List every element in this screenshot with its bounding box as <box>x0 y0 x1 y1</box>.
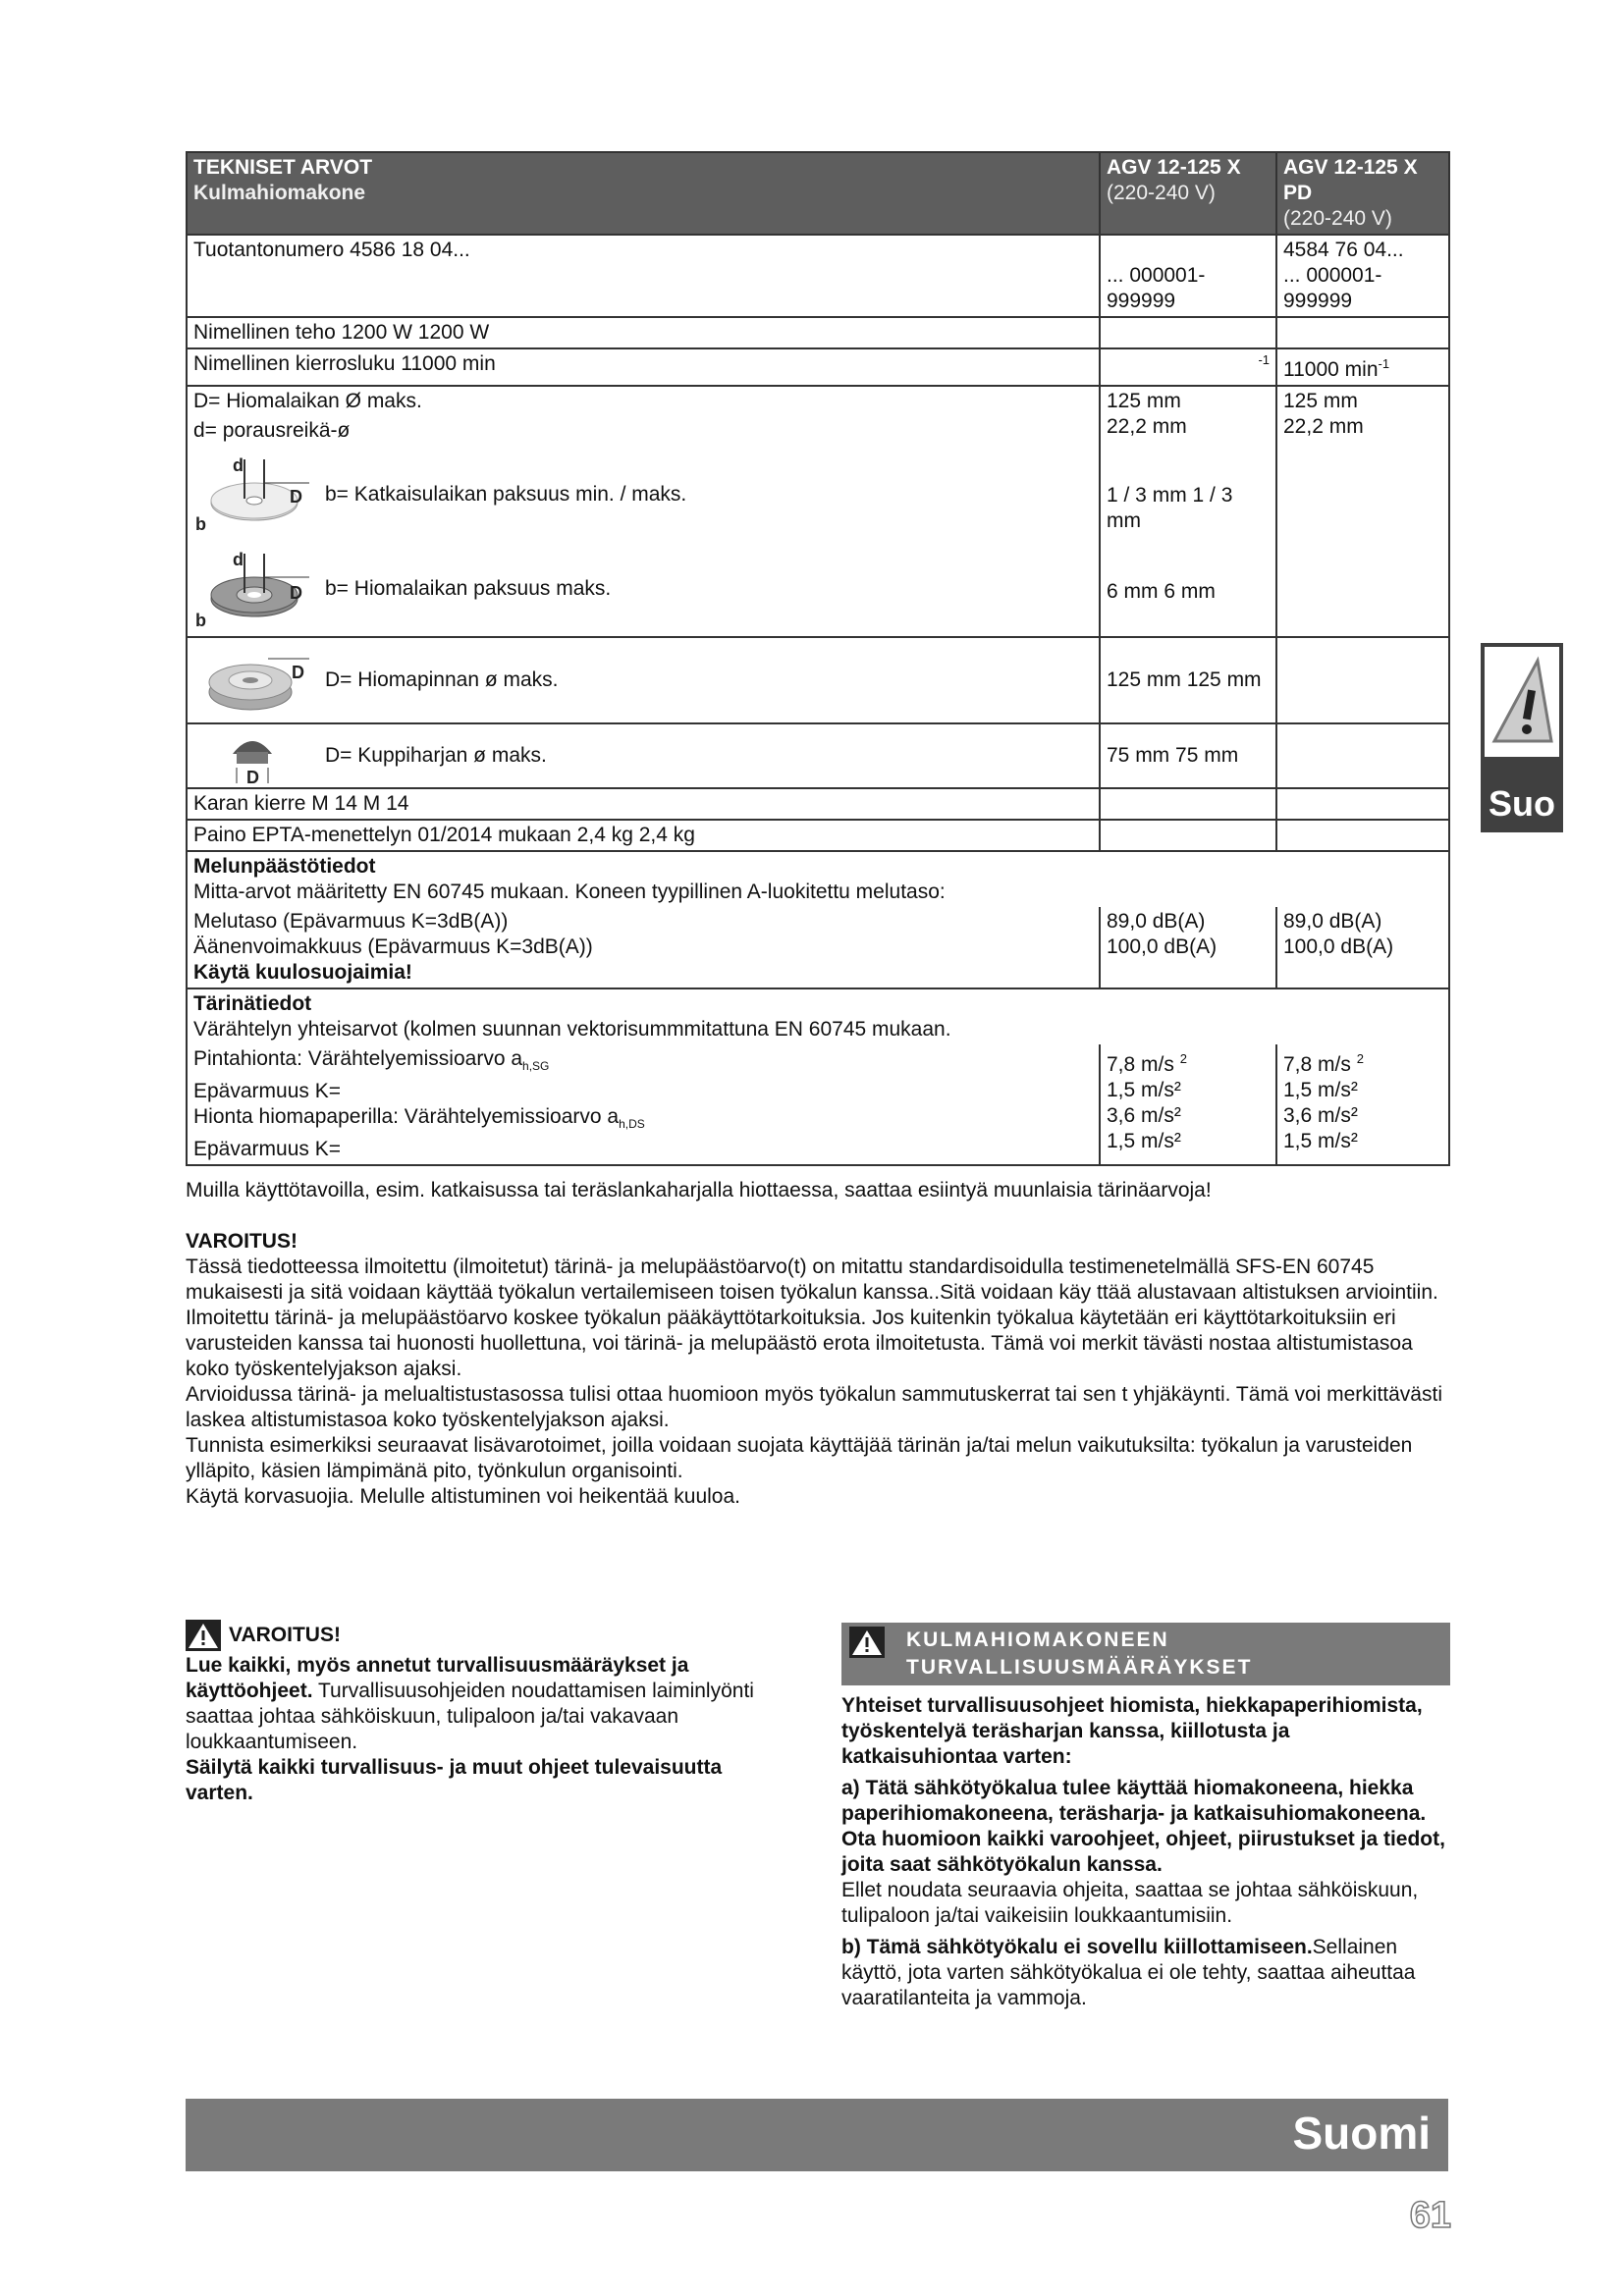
warning-triangle-icon <box>1481 643 1563 761</box>
safety-banner <box>841 1623 1450 1685</box>
warning-p2: Ilmoitettu tärinä- ja melupäästöarvo koskee työkalun pääkäyttötarkoituksia. Jos kuitenkin työkalua käytetään eri käyttötarkoituksiin eri varusteiden kanssa tai huonosti huollettuna, voi tärinä- ja melupäästö erota ilmoitetusta. Tämä voi merkit tävästi nostaa altistumistasoa koko työskentelyjakson ajaksi. <box>186 1307 1413 1380</box>
grinding-disc-icon <box>193 550 311 628</box>
product-c2a: 4584 76 04... <box>1283 239 1404 261</box>
product-c2b: ... 000001-999999 <box>1283 264 1382 312</box>
noise-desc: Mitta-arvot määritetty EN 60745 mukaan. Koneen tyypillinen A-luokitettu melutaso: <box>193 881 946 903</box>
cutting-disc-icon <box>193 455 311 534</box>
left-warning-bold1: Lue kaikki, myös annetut turvallisuusmääräykset ja käyttöohjeet. <box>186 1654 689 1702</box>
left-warning-bold2: Säilytä kaikki turvallisuus- ja muut ohjeet tulevaisuutta varten. <box>186 1756 723 1804</box>
cut-c1: 1 / 3 mm 1 / 3 mm <box>1107 484 1233 532</box>
vib-sg-sub: h,SG <box>522 1059 550 1074</box>
bore-label: d= porausreikä-ø <box>193 419 351 442</box>
vib-sg-c1: 7,8 m/s <box>1107 1053 1174 1076</box>
vib-title: Tärinätiedot <box>193 992 312 1015</box>
warning-p4: Tunnista esimerkiksi seuraavat lisävarotoimet, joilla voidaan suojata käyttäjää tärinän ja/tai melun vaikutuksilta: työkalun ja varusteiden ylläpito, käsien lämpimänä pito, työnkulun organisointi. <box>186 1434 1413 1482</box>
vib-sg-c2-sq: 2 <box>1356 1051 1364 1066</box>
safety-a-text: Ellet noudata seuraavia ohjeita, saattaa se johtaa sähköiskuun, tulipaloon ja/tai vaikeisiin loukkaantumisiin. <box>841 1879 1419 1927</box>
warning-block <box>186 1229 1452 1510</box>
table-header <box>187 152 1449 235</box>
table-subtitle: Kulmahiomakone <box>193 182 366 204</box>
hearing-note: Käytä kuulosuojaimia! <box>193 961 412 984</box>
vib-k2-c2: 1,5 m/s² <box>1283 1130 1358 1152</box>
vib-k1-c2: 1,5 m/s² <box>1283 1079 1358 1101</box>
svg-text:d: d <box>233 550 244 569</box>
table-row <box>187 317 1449 348</box>
disc-c2: 125 mm <box>1283 390 1358 412</box>
vib-desc: Värähtelyn yhteisarvot (kolmen suunnan vektorisummmitattuna EN 60745 mukaan. <box>193 1018 951 1041</box>
noise-level-label: Melutaso (Epävarmuus K=3dB(A)) <box>193 910 509 933</box>
vib-k1-c1: 1,5 m/s² <box>1107 1079 1181 1101</box>
safety-intro: Yhteiset turvallisuusohjeet hiomista, hiekkapaperihiomista, työskentelyä teräsharjan kanssa, kiillotusta ja katkaisuhiontaa varten: <box>841 1694 1423 1768</box>
brush-c1: 75 mm 75 mm <box>1107 744 1239 767</box>
left-warning-text1: Turvallisuusohjeiden noudattamisen laiminlyönti saattaa johtaa sähköiskuun, tulipaloon ja/tai vakavaan loukkaantumiseen. <box>186 1680 754 1753</box>
vibration-note: Muilla käyttötavoilla, esim. katkaisussa tai teräslankaharjalla hiottaessa, saattaa esiintyä muunlaisia tärinäarvoja! <box>186 1179 1212 1201</box>
svg-text:D: D <box>290 583 302 603</box>
table-row <box>187 820 1449 851</box>
svg-text:b: b <box>195 514 206 534</box>
language-side-tab <box>1481 643 1563 832</box>
noise-level-c1: 89,0 dB(A) <box>1107 910 1206 933</box>
table-row <box>187 637 1449 723</box>
safety-b-bold: b) Tämä sähkötyökalu ei sovellu kiillottamiseen. <box>841 1936 1313 1958</box>
table-row <box>187 348 1449 386</box>
noise-power-label: Äänenvoimakkuus (Epävarmuus K=3dB(A)) <box>193 935 593 958</box>
side-tab-label: Suo <box>1489 783 1555 824</box>
banner-line2: TURVALLISUUSMÄÄRÄYKSET <box>906 1656 1253 1679</box>
brush-label: D= Kuppiharjan ø maks. <box>325 744 547 767</box>
speed-c2: 11000 min <box>1283 358 1379 381</box>
table-row <box>187 907 1449 988</box>
vib-sg-c2: 7,8 m/s <box>1283 1053 1351 1076</box>
warning-triangle-icon <box>849 1627 889 1662</box>
col2-model: AGV 12-125 X PD <box>1283 156 1418 204</box>
grind-label: b= Hiomalaikan paksuus maks. <box>325 577 612 600</box>
warning-p1: Tässä tiedotteessa ilmoitettu (ilmoitetut) tärinä- ja melupäästöarvo(t) on mitattu standardisoidulla testimenetelmällä SFS-EN 60745 mukaisesti ja sitä voidaan käyttää työkalun vertailemiseen toisen työkalun kanssa..Sitä voidaan käy ttää alustavaan altistuksen arviointiin. <box>186 1255 1438 1304</box>
vib-k1-label: Epävarmuus K= <box>193 1080 341 1103</box>
footer-bar <box>186 2099 1448 2171</box>
vib-sg-c1-sq: 2 <box>1179 1051 1187 1066</box>
product-c1: ... 000001-999999 <box>1107 264 1206 312</box>
banner-line1: KULMAHIOMAKONEEN <box>906 1629 1169 1651</box>
pad-c1: 125 mm 125 mm <box>1107 668 1262 691</box>
grind-c1: 6 mm 6 mm <box>1107 580 1216 603</box>
vib-k2-c1: 1,5 m/s² <box>1107 1130 1181 1152</box>
table-row <box>187 1044 1449 1165</box>
bore-c2: 22,2 mm <box>1283 415 1364 438</box>
speed-c2-sup: -1 <box>1378 356 1390 371</box>
spec-table <box>186 151 1450 1166</box>
vib-k2-label: Epävarmuus K= <box>193 1138 341 1161</box>
bore-c1: 22,2 mm <box>1107 415 1187 438</box>
noise-power-c2: 100,0 dB(A) <box>1283 935 1394 958</box>
svg-text:D: D <box>246 768 259 785</box>
cup-brush-icon <box>193 726 311 785</box>
noise-level-c2: 89,0 dB(A) <box>1283 910 1382 933</box>
disc-label: D= Hiomalaikan Ø maks. <box>193 390 422 412</box>
disc-c1: 125 mm <box>1107 390 1181 412</box>
vib-ds-c2: 3,6 m/s² <box>1283 1104 1358 1127</box>
sanding-pad-icon <box>193 641 311 720</box>
col1-model: AGV 12-125 X <box>1107 156 1241 179</box>
speed-label: Nimellinen kierrosluku 11000 min <box>193 352 496 375</box>
table-row <box>187 988 1449 1044</box>
angle-grinder-safety <box>841 1623 1450 2011</box>
warning-triangle-icon <box>186 1620 221 1651</box>
vib-ds-sub: h,DS <box>619 1117 645 1132</box>
left-warning-title: VAROITUS! <box>229 1624 341 1646</box>
vib-sg-label: Pintahionta: Värähtelyemissioarvo a <box>193 1047 523 1070</box>
product-label: Tuotantonumero 4586 18 04... <box>193 239 470 261</box>
table-row <box>187 723 1449 788</box>
table-row <box>187 788 1449 820</box>
page-number: 61 <box>1409 2195 1451 2236</box>
speed-c1: -1 <box>1258 352 1270 367</box>
svg-text:d: d <box>233 455 244 475</box>
vib-ds-label: Hionta hiomapaperilla: Värähtelyemissioarvo a <box>193 1105 620 1129</box>
pad-label: D= Hiomapinnan ø maks. <box>325 668 559 691</box>
warning-title: VAROITUS! <box>186 1230 298 1253</box>
safety-b-text: Sellainen käyttö, jota varten sähkötyökalua ei ole tehty, saattaa aiheuttaa vaaratilanteita ja vammoja. <box>841 1936 1416 2009</box>
table-row <box>187 235 1449 317</box>
warning-p5: Käytä korvasuojia. Melulle altistuminen voi heikentää kuuloa. <box>186 1485 740 1508</box>
svg-text:D: D <box>290 487 302 507</box>
noise-title: Melunpäästötiedot <box>193 855 376 878</box>
weight-label: Paino EPTA-menettelyn 01/2014 mukaan 2,4 kg 2,4 kg <box>193 824 695 846</box>
warning-p3: Arvioidussa tärinä- ja melualtistustasossa tulisi ottaa huomioon myös työkalun sammutuskerrat tai sen t yhjäkäynti. Tämä voi merkittävästi laskea altistumistasoa koko työskentelyjakson ajaksi. <box>186 1383 1442 1431</box>
safety-warning <box>186 1620 794 1806</box>
table-row <box>187 386 1449 548</box>
vib-ds-c1: 3,6 m/s² <box>1107 1104 1181 1127</box>
power-label: Nimellinen teho 1200 W 1200 W <box>193 321 490 344</box>
spindle-label: Karan kierre M 14 M 14 <box>193 792 409 815</box>
col1-voltage: (220-240 V) <box>1107 182 1216 204</box>
svg-text:b: b <box>195 611 206 628</box>
table-title: TEKNISET ARVOT <box>193 156 373 179</box>
table-row <box>187 851 1449 907</box>
footer-language: Suomi <box>1292 2108 1431 2159</box>
cut-label: b= Katkaisulaikan paksuus min. / maks. <box>325 483 687 506</box>
svg-text:D: D <box>292 663 304 682</box>
table-row <box>187 548 1449 637</box>
safety-a-bold: a) Tätä sähkötyökalua tulee käyttää hiomakoneena, hiekka paperihiomakoneena, teräsharja- ja katkaisuhiomakoneena. Ota huomioon kaikki varoohjeet, ohjeet, piirustukset ja tiedot, joita saat sähkötyökalun kanssa. <box>841 1777 1445 1876</box>
col2-voltage: (220-240 V) <box>1283 207 1392 230</box>
noise-power-c1: 100,0 dB(A) <box>1107 935 1218 958</box>
